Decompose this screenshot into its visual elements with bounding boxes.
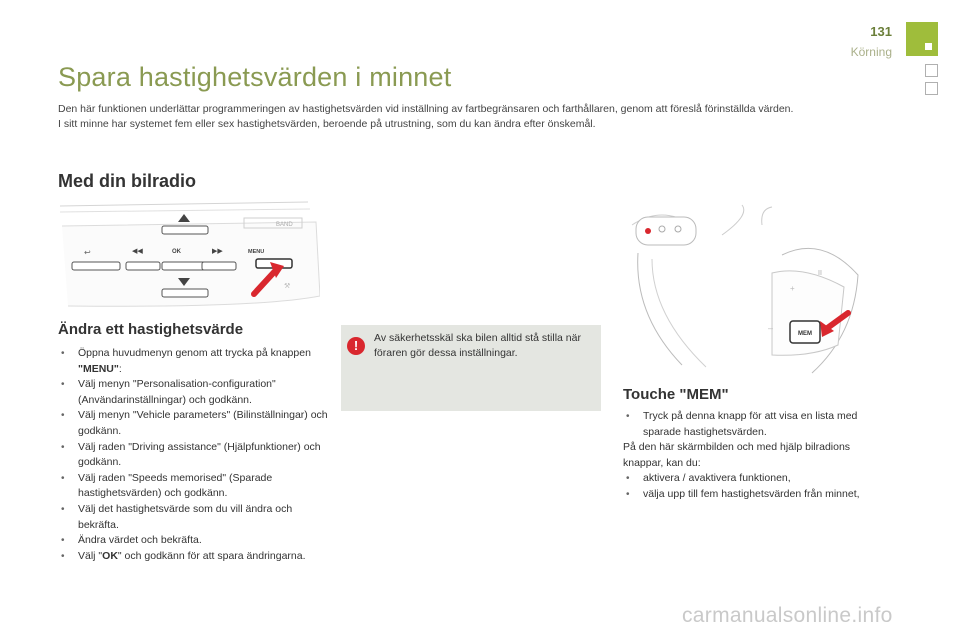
step-text: Välj det hastighetsvärde som du vill ändra och bekräfta. [78, 502, 293, 531]
subheading-mem: Touche "MEM" [623, 386, 729, 403]
step-text: Ändra värdet och bekräfta. [78, 534, 202, 547]
mem-label: MEM [798, 331, 812, 337]
step-text: Välj " [78, 549, 103, 562]
list-item [58, 502, 328, 533]
steps-list [58, 346, 328, 564]
subheading-change-speed: Ändra ett hastighetsvärde [58, 321, 244, 338]
ok-label: OK [172, 249, 181, 255]
step-text: : [118, 362, 122, 375]
up-arrow-icon [178, 214, 190, 222]
back-icon: ↩ [84, 248, 91, 257]
step-text: Välj menyn "Personalisation-configuration" (Användarinställningar) och godkänn. [78, 378, 276, 406]
warning-text: Av säkerhetsskäl ska bilen alltid stå stilla när föraren gör dessa inställningar. [374, 332, 581, 359]
up-button[interactable] [162, 226, 208, 234]
step-text: Öppna huvudmenyn genom att trycka på knappen [78, 347, 311, 359]
list-item [58, 471, 328, 502]
rewind-icon: ◀◀ [132, 248, 143, 255]
rewind-button[interactable] [126, 262, 160, 270]
forward-button[interactable] [202, 262, 236, 270]
mem-text [623, 409, 873, 503]
list-item [58, 440, 328, 471]
page-title: Spara hastighetsvärden i minnet [58, 62, 452, 92]
chapter-tab[interactable] [925, 64, 938, 77]
list-item [58, 346, 328, 377]
steering-wheel-illustration [622, 195, 862, 375]
list-item [58, 549, 328, 565]
step-bold: OK [102, 549, 118, 562]
intro-text [58, 102, 858, 132]
mem-list [623, 409, 873, 440]
chapter-tab-active[interactable] [906, 22, 938, 56]
list-item: • Tryck på denna knapp för att visa en lista med sparade hastighetsvärden. [623, 409, 873, 440]
svg-text:+: + [790, 284, 795, 293]
watermark: carmanualsonline.info [682, 604, 893, 627]
section-label: Körning [850, 45, 892, 59]
menu-label: MENU [248, 249, 265, 255]
list-item [58, 408, 328, 439]
forward-icon: ▶▶ [212, 248, 223, 255]
radio-panel-illustration [58, 196, 320, 314]
section-heading-radio: Med din bilradio [58, 171, 196, 191]
svg-text:–: – [768, 323, 774, 333]
warning-icon: ! [347, 337, 365, 355]
step-text: Välj raden "Speeds memorised" (Sparade hastighetsvärden) och godkänn. [78, 471, 273, 500]
list-item: • aktivera / avaktivera funktionen, [623, 471, 873, 487]
step-text: " och godkänn för att spara ändringarna. [117, 549, 306, 562]
ok-button[interactable] [162, 262, 208, 270]
page-number: 131 [870, 24, 892, 39]
chapter-tab[interactable] [925, 82, 938, 95]
back-button[interactable] [72, 262, 120, 270]
intro-paragraph: Den här funktionen underlättar programmeringen av hastighetsvärden vid inställning av fartbegränsaren och farthållaren, genom att föreslå förinställda värden. [58, 103, 794, 115]
position-dot-icon [645, 228, 651, 234]
list-item [58, 533, 328, 549]
list-item: • välja upp till fem hastighetsvärden från minnet, [623, 487, 873, 503]
wrench-icon: ⚒ [284, 283, 291, 290]
step-text: Välj raden "Driving assistance" (Hjälpfunktioner) och godkänn. [78, 440, 321, 469]
down-button[interactable] [162, 289, 208, 297]
warning-box [341, 325, 601, 411]
mem-options-list [623, 471, 873, 502]
step-text: Välj menyn "Vehicle parameters" (Bilinställningar) och godkänn. [78, 409, 328, 437]
step-bold: "MENU" [78, 362, 119, 375]
list-item [58, 377, 328, 408]
tab-dot-icon [925, 43, 932, 50]
svg-text:II: II [818, 270, 822, 277]
mem-paragraph: På den här skärmbilden och med hjälp bilradions knappar, kan du: [623, 441, 851, 469]
band-label: BAND [276, 222, 293, 228]
intro-paragraph: I sitt minne har systemet fem eller sex hastighetsvärden, beroende på utrustning, som du kan ändra efter önskemål. [58, 118, 596, 130]
